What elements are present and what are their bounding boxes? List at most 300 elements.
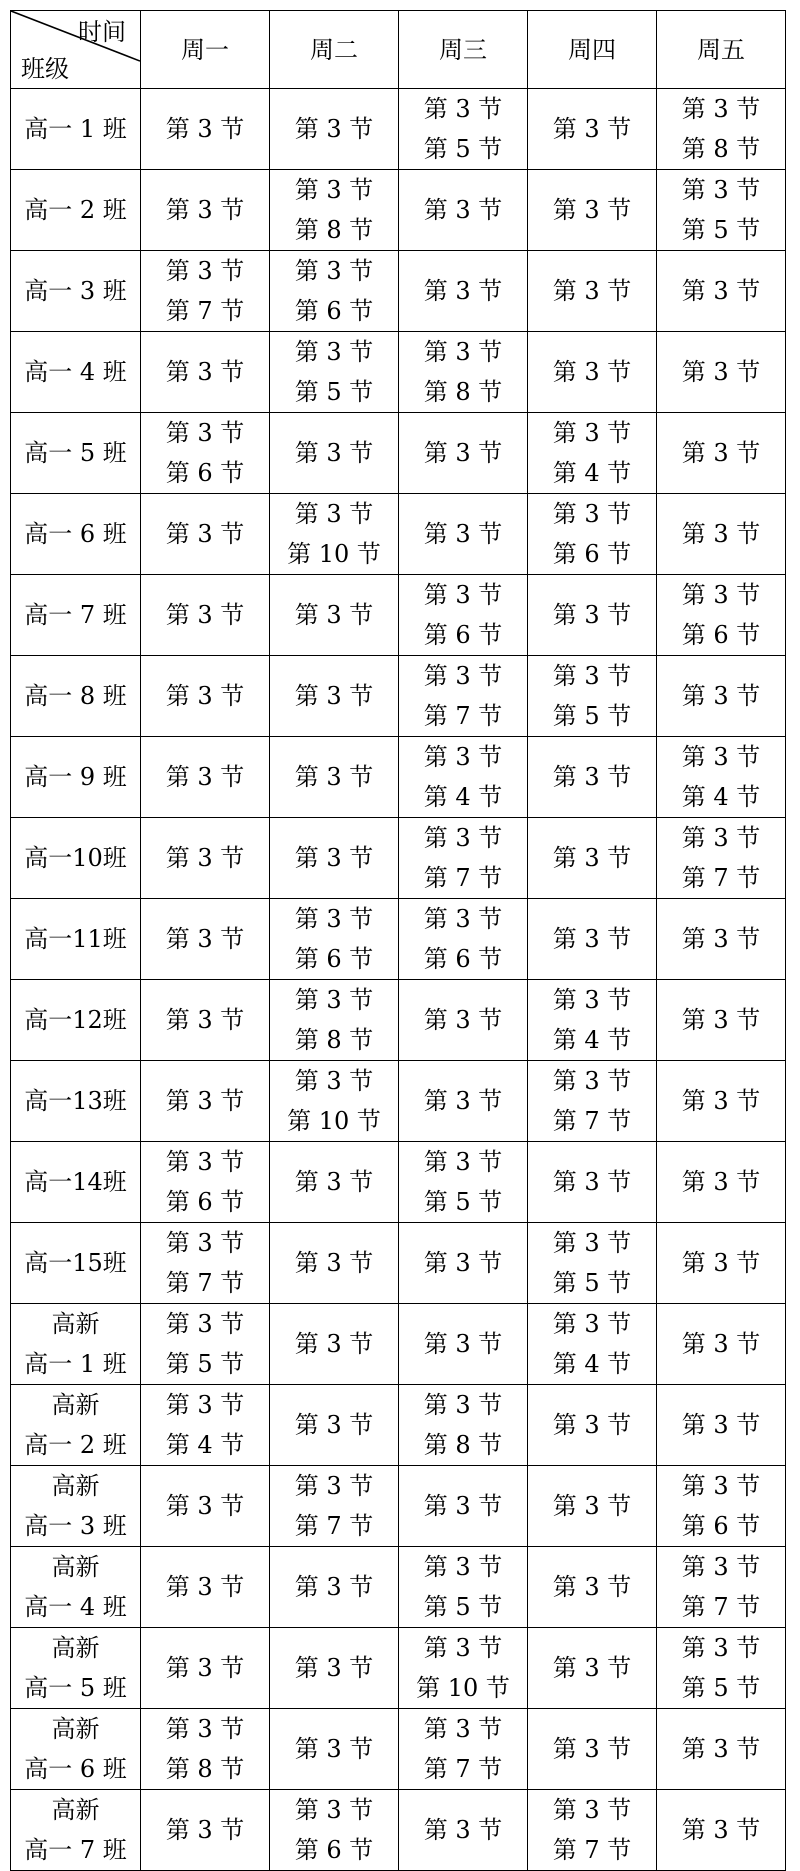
period-cell: [657, 575, 786, 656]
period-line: 第 5 节: [681, 216, 761, 244]
period-line: 第 3 节: [294, 1654, 374, 1682]
period-line: 第 3 节: [552, 1573, 632, 1601]
period-line: 第 3 节: [294, 176, 374, 204]
period-cell: [270, 818, 399, 899]
period-line: 第 3 节: [294, 1472, 374, 1500]
period-line: 第 3 节: [681, 925, 761, 953]
period-cell: [141, 494, 270, 575]
period-cell: [270, 1304, 399, 1385]
period-cell: [528, 818, 657, 899]
period-line: 第 4 节: [423, 783, 503, 811]
period-cell: [141, 1547, 270, 1628]
period-cell: [141, 413, 270, 494]
period-cell: [270, 1709, 399, 1790]
period-cell: [657, 1466, 786, 1547]
period-line: 第 3 节: [165, 1654, 245, 1682]
period-cell: [141, 1466, 270, 1547]
period-cell: [657, 251, 786, 332]
period-line: 第 3 节: [165, 358, 245, 386]
period-line: 第 3 节: [423, 1148, 503, 1176]
period-line: 第 5 节: [294, 378, 374, 406]
period-cell: [399, 332, 528, 413]
period-line: 第 3 节: [552, 1168, 632, 1196]
class-name-line: 高一 5 班: [24, 1674, 127, 1702]
period-line: 第 3 节: [681, 95, 761, 123]
class-name-line: 高一 8 班: [24, 682, 127, 710]
period-line: 第 3 节: [423, 1006, 503, 1034]
period-line: 第 3 节: [552, 115, 632, 143]
table-row: [11, 1304, 786, 1385]
class-name-cell: [11, 1709, 141, 1790]
period-cell: [141, 818, 270, 899]
class-name-line: 高一 1 班: [24, 115, 127, 143]
period-cell: [141, 737, 270, 818]
period-cell: [141, 332, 270, 413]
period-cell: [399, 575, 528, 656]
period-line: 第 3 节: [423, 743, 503, 771]
period-cell: [657, 1142, 786, 1223]
period-line: 第 3 节: [165, 419, 245, 447]
period-line: 第 3 节: [681, 520, 761, 548]
period-cell: [141, 1709, 270, 1790]
period-line: 第 7 节: [165, 297, 245, 325]
period-line: 第 6 节: [423, 945, 503, 973]
period-cell: [270, 1790, 399, 1871]
period-cell: [399, 251, 528, 332]
period-line: 第 3 节: [294, 439, 374, 467]
table-row: [11, 332, 786, 413]
period-line: 第 3 节: [552, 1229, 632, 1257]
corner-class-label: 班级: [21, 55, 69, 83]
period-cell: [528, 1304, 657, 1385]
period-cell: [657, 1790, 786, 1871]
period-line: 第 4 节: [552, 1026, 632, 1054]
period-cell: [141, 89, 270, 170]
table-row: [11, 1466, 786, 1547]
period-line: 第 5 节: [552, 1269, 632, 1297]
class-name-cell: [11, 899, 141, 980]
class-name-line: 高新: [51, 1310, 100, 1338]
period-line: 第 3 节: [552, 601, 632, 629]
period-cell: [528, 737, 657, 818]
period-cell: [270, 1547, 399, 1628]
table-row: [11, 656, 786, 737]
period-line: 第 3 节: [294, 1168, 374, 1196]
period-line: 第 3 节: [165, 844, 245, 872]
period-cell: [528, 494, 657, 575]
table-row: [11, 1061, 786, 1142]
table-row: [11, 413, 786, 494]
period-line: 第 3 节: [294, 1330, 374, 1358]
schedule-body: [11, 89, 786, 1871]
period-line: 第 3 节: [165, 601, 245, 629]
class-name-line: 高一 7 班: [24, 1836, 127, 1864]
period-cell: [399, 818, 528, 899]
period-cell: [141, 1790, 270, 1871]
table-row: [11, 818, 786, 899]
period-line: 第 3 节: [294, 1573, 374, 1601]
period-cell: [657, 1385, 786, 1466]
period-cell: [657, 1547, 786, 1628]
period-line: 第 3 节: [294, 500, 374, 528]
period-line: 第 4 节: [552, 459, 632, 487]
period-line: 第 3 节: [165, 682, 245, 710]
class-name-line: 高一12班: [24, 1006, 127, 1034]
period-line: 第 3 节: [165, 1492, 245, 1520]
period-cell: [270, 1466, 399, 1547]
period-line: 第 7 节: [294, 1512, 374, 1540]
period-cell: [528, 170, 657, 251]
period-cell: [528, 1223, 657, 1304]
period-line: 第 3 节: [552, 419, 632, 447]
period-line: 第 3 节: [681, 1553, 761, 1581]
class-name-cell: [11, 1061, 141, 1142]
period-cell: [141, 1061, 270, 1142]
class-name-cell: [11, 1790, 141, 1871]
period-cell: [657, 1304, 786, 1385]
class-name-line: 高一13班: [24, 1087, 127, 1115]
period-cell: [141, 1385, 270, 1466]
period-line: 第 4 节: [552, 1350, 632, 1378]
period-cell: [657, 332, 786, 413]
period-line: 第 3 节: [423, 196, 503, 224]
period-line: 第 3 节: [294, 338, 374, 366]
period-line: 第 3 节: [552, 1735, 632, 1763]
period-line: 第 10 节: [287, 1107, 381, 1135]
table-row: [11, 1385, 786, 1466]
period-cell: [141, 656, 270, 737]
period-line: 第 3 节: [165, 520, 245, 548]
table-row: [11, 1142, 786, 1223]
period-cell: [270, 89, 399, 170]
period-line: 第 7 节: [552, 1836, 632, 1864]
period-cell: [270, 1061, 399, 1142]
period-line: 第 6 节: [294, 297, 374, 325]
day-header-tue: 周二: [270, 11, 399, 89]
period-line: 第 7 节: [681, 864, 761, 892]
period-cell: [399, 89, 528, 170]
period-line: 第 3 节: [165, 1087, 245, 1115]
period-line: 第 3 节: [681, 1816, 761, 1844]
period-line: 第 3 节: [294, 1249, 374, 1277]
table-row: [11, 1547, 786, 1628]
period-line: 第 5 节: [165, 1350, 245, 1378]
period-cell: [528, 1628, 657, 1709]
period-line: 第 3 节: [681, 1168, 761, 1196]
period-line: 第 3 节: [552, 1654, 632, 1682]
period-line: 第 8 节: [165, 1755, 245, 1783]
class-name-cell: [11, 1304, 141, 1385]
period-line: 第 3 节: [681, 1634, 761, 1662]
period-cell: [528, 1061, 657, 1142]
class-name-line: 高新: [51, 1472, 100, 1500]
period-line: 第 6 节: [165, 1188, 245, 1216]
period-cell: [399, 1142, 528, 1223]
period-cell: [657, 494, 786, 575]
period-cell: [270, 980, 399, 1061]
period-cell: [528, 413, 657, 494]
period-line: 第 3 节: [552, 1796, 632, 1824]
period-line: 第 3 节: [165, 925, 245, 953]
period-line: 第 6 节: [681, 621, 761, 649]
period-line: 第 3 节: [681, 1472, 761, 1500]
period-line: 第 3 节: [294, 682, 374, 710]
period-line: 第 3 节: [165, 1006, 245, 1034]
class-name-cell: [11, 818, 141, 899]
period-line: 第 4 节: [681, 783, 761, 811]
period-cell: [399, 1628, 528, 1709]
period-cell: [270, 575, 399, 656]
class-name-cell: [11, 1223, 141, 1304]
period-line: 第 3 节: [165, 1715, 245, 1743]
period-line: 第 7 节: [423, 702, 503, 730]
period-cell: [657, 980, 786, 1061]
class-name-cell: [11, 1385, 141, 1466]
class-name-cell: [11, 251, 141, 332]
period-cell: [270, 656, 399, 737]
period-line: 第 3 节: [552, 763, 632, 791]
period-line: 第 3 节: [681, 1411, 761, 1439]
day-header-thu: 周四: [528, 11, 657, 89]
period-line: 第 3 节: [681, 358, 761, 386]
period-cell: [657, 899, 786, 980]
class-name-cell: [11, 1142, 141, 1223]
class-name-line: 高一 7 班: [24, 601, 127, 629]
period-cell: [399, 1304, 528, 1385]
period-cell: [141, 899, 270, 980]
period-line: 第 3 节: [681, 1006, 761, 1034]
period-line: 第 7 节: [681, 1593, 761, 1621]
period-line: 第 3 节: [552, 1310, 632, 1338]
period-cell: [528, 1142, 657, 1223]
period-line: 第 3 节: [423, 439, 503, 467]
table-row: [11, 1223, 786, 1304]
period-line: 第 10 节: [416, 1674, 510, 1702]
class-name-line: 高一 2 班: [24, 196, 127, 224]
period-cell: [399, 737, 528, 818]
period-line: 第 3 节: [681, 682, 761, 710]
class-name-line: 高一 1 班: [24, 1350, 127, 1378]
class-name-line: 高一 5 班: [24, 439, 127, 467]
header-row: [11, 11, 786, 89]
period-line: 第 8 节: [423, 378, 503, 406]
class-name-line: 高新: [51, 1796, 100, 1824]
period-line: 第 3 节: [423, 1330, 503, 1358]
period-line: 第 3 节: [681, 824, 761, 852]
period-line: 第 6 节: [552, 540, 632, 568]
period-cell: [399, 656, 528, 737]
period-cell: [657, 1628, 786, 1709]
period-line: 第 3 节: [423, 581, 503, 609]
period-line: 第 5 节: [552, 702, 632, 730]
period-cell: [270, 494, 399, 575]
class-name-line: 高一14班: [24, 1168, 127, 1196]
period-line: 第 8 节: [681, 135, 761, 163]
class-name-line: 高新: [51, 1391, 100, 1419]
period-cell: [399, 1547, 528, 1628]
period-line: 第 7 节: [423, 864, 503, 892]
class-name-cell: [11, 494, 141, 575]
period-line: 第 4 节: [165, 1431, 245, 1459]
period-line: 第 3 节: [423, 1553, 503, 1581]
table-row: [11, 494, 786, 575]
period-cell: [141, 575, 270, 656]
period-cell: [270, 899, 399, 980]
class-name-line: 高一 3 班: [24, 1512, 127, 1540]
period-line: 第 3 节: [165, 1310, 245, 1338]
period-line: 第 3 节: [165, 257, 245, 285]
period-line: 第 3 节: [165, 1816, 245, 1844]
period-cell: [141, 980, 270, 1061]
table-row: [11, 89, 786, 170]
period-line: 第 3 节: [681, 277, 761, 305]
period-line: 第 3 节: [552, 358, 632, 386]
period-cell: [270, 251, 399, 332]
period-cell: [657, 1709, 786, 1790]
corner-header-cell: [11, 11, 141, 89]
class-name-line: 高一11班: [24, 925, 127, 953]
period-line: 第 3 节: [423, 1492, 503, 1520]
period-line: 第 8 节: [294, 1026, 374, 1054]
period-cell: [399, 1223, 528, 1304]
period-cell: [528, 899, 657, 980]
period-cell: [528, 1709, 657, 1790]
period-cell: [657, 656, 786, 737]
day-header-wed: 周三: [399, 11, 528, 89]
period-line: 第 8 节: [423, 1431, 503, 1459]
period-line: 第 3 节: [552, 277, 632, 305]
table-row: [11, 899, 786, 980]
period-cell: [657, 737, 786, 818]
period-line: 第 6 节: [681, 1512, 761, 1540]
class-name-cell: [11, 1628, 141, 1709]
period-line: 第 7 节: [165, 1269, 245, 1297]
period-cell: [399, 980, 528, 1061]
period-line: 第 5 节: [423, 1188, 503, 1216]
class-name-cell: [11, 656, 141, 737]
class-name-line: 高一 2 班: [24, 1431, 127, 1459]
period-cell: [657, 818, 786, 899]
class-name-line: 高新: [51, 1634, 100, 1662]
period-cell: [657, 1061, 786, 1142]
period-cell: [141, 1223, 270, 1304]
period-line: 第 3 节: [552, 662, 632, 690]
schedule-table: [10, 10, 786, 1871]
period-line: 第 3 节: [294, 763, 374, 791]
class-name-cell: [11, 737, 141, 818]
period-line: 第 3 节: [294, 1735, 374, 1763]
period-line: 第 3 节: [294, 115, 374, 143]
period-line: 第 7 节: [552, 1107, 632, 1135]
period-cell: [270, 413, 399, 494]
period-line: 第 3 节: [165, 196, 245, 224]
period-cell: [141, 1304, 270, 1385]
table-row: [11, 1628, 786, 1709]
period-line: 第 3 节: [423, 338, 503, 366]
period-line: 第 3 节: [165, 115, 245, 143]
period-line: 第 3 节: [423, 1715, 503, 1743]
period-line: 第 3 节: [423, 662, 503, 690]
period-line: 第 8 节: [294, 216, 374, 244]
class-name-line: 高一 6 班: [24, 520, 127, 548]
table-row: [11, 737, 786, 818]
class-name-line: 高一 3 班: [24, 277, 127, 305]
period-line: 第 3 节: [552, 1492, 632, 1520]
table-row: [11, 170, 786, 251]
period-line: 第 3 节: [423, 520, 503, 548]
table-row: [11, 1790, 786, 1871]
period-line: 第 5 节: [423, 135, 503, 163]
period-line: 第 3 节: [681, 1330, 761, 1358]
period-cell: [528, 1547, 657, 1628]
period-cell: [141, 1142, 270, 1223]
class-name-line: 高新: [51, 1715, 100, 1743]
period-line: 第 3 节: [423, 824, 503, 852]
period-cell: [141, 251, 270, 332]
period-line: 第 3 节: [294, 1411, 374, 1439]
period-line: 第 5 节: [681, 1674, 761, 1702]
period-line: 第 3 节: [552, 196, 632, 224]
period-line: 第 3 节: [681, 1249, 761, 1277]
class-name-cell: [11, 332, 141, 413]
period-line: 第 3 节: [165, 763, 245, 791]
table-row: [11, 251, 786, 332]
period-line: 第 3 节: [423, 1087, 503, 1115]
period-cell: [270, 170, 399, 251]
day-header-mon: 周一: [141, 11, 270, 89]
period-line: 第 3 节: [681, 439, 761, 467]
period-cell: [657, 1223, 786, 1304]
class-name-cell: [11, 1466, 141, 1547]
corner-time-label: 时间: [78, 18, 126, 46]
period-cell: [399, 1709, 528, 1790]
period-cell: [528, 1790, 657, 1871]
period-cell: [399, 899, 528, 980]
period-line: 第 5 节: [423, 1593, 503, 1621]
period-line: 第 3 节: [294, 257, 374, 285]
class-name-line: 高一15班: [24, 1249, 127, 1277]
period-line: 第 3 节: [552, 1067, 632, 1095]
period-line: 第 3 节: [423, 95, 503, 123]
period-cell: [270, 332, 399, 413]
period-line: 第 3 节: [423, 277, 503, 305]
period-cell: [141, 1628, 270, 1709]
period-cell: [528, 980, 657, 1061]
class-name-cell: [11, 980, 141, 1061]
period-line: 第 3 节: [552, 500, 632, 528]
period-line: 第 3 节: [423, 1249, 503, 1277]
table-row: [11, 575, 786, 656]
period-line: 第 7 节: [423, 1755, 503, 1783]
period-line: 第 6 节: [165, 459, 245, 487]
period-cell: [657, 89, 786, 170]
class-name-line: 高一 4 班: [24, 358, 127, 386]
period-line: 第 3 节: [681, 1087, 761, 1115]
period-line: 第 3 节: [552, 1411, 632, 1439]
period-cell: [528, 251, 657, 332]
period-line: 第 3 节: [165, 1229, 245, 1257]
class-name-line: 高一 9 班: [24, 763, 127, 791]
period-cell: [399, 1061, 528, 1142]
period-cell: [399, 1385, 528, 1466]
table-row: [11, 1709, 786, 1790]
period-line: 第 3 节: [165, 1573, 245, 1601]
class-name-line: 高一 4 班: [24, 1593, 127, 1621]
class-name-cell: [11, 170, 141, 251]
period-cell: [528, 89, 657, 170]
period-line: 第 10 节: [287, 540, 381, 568]
period-line: 第 3 节: [294, 905, 374, 933]
